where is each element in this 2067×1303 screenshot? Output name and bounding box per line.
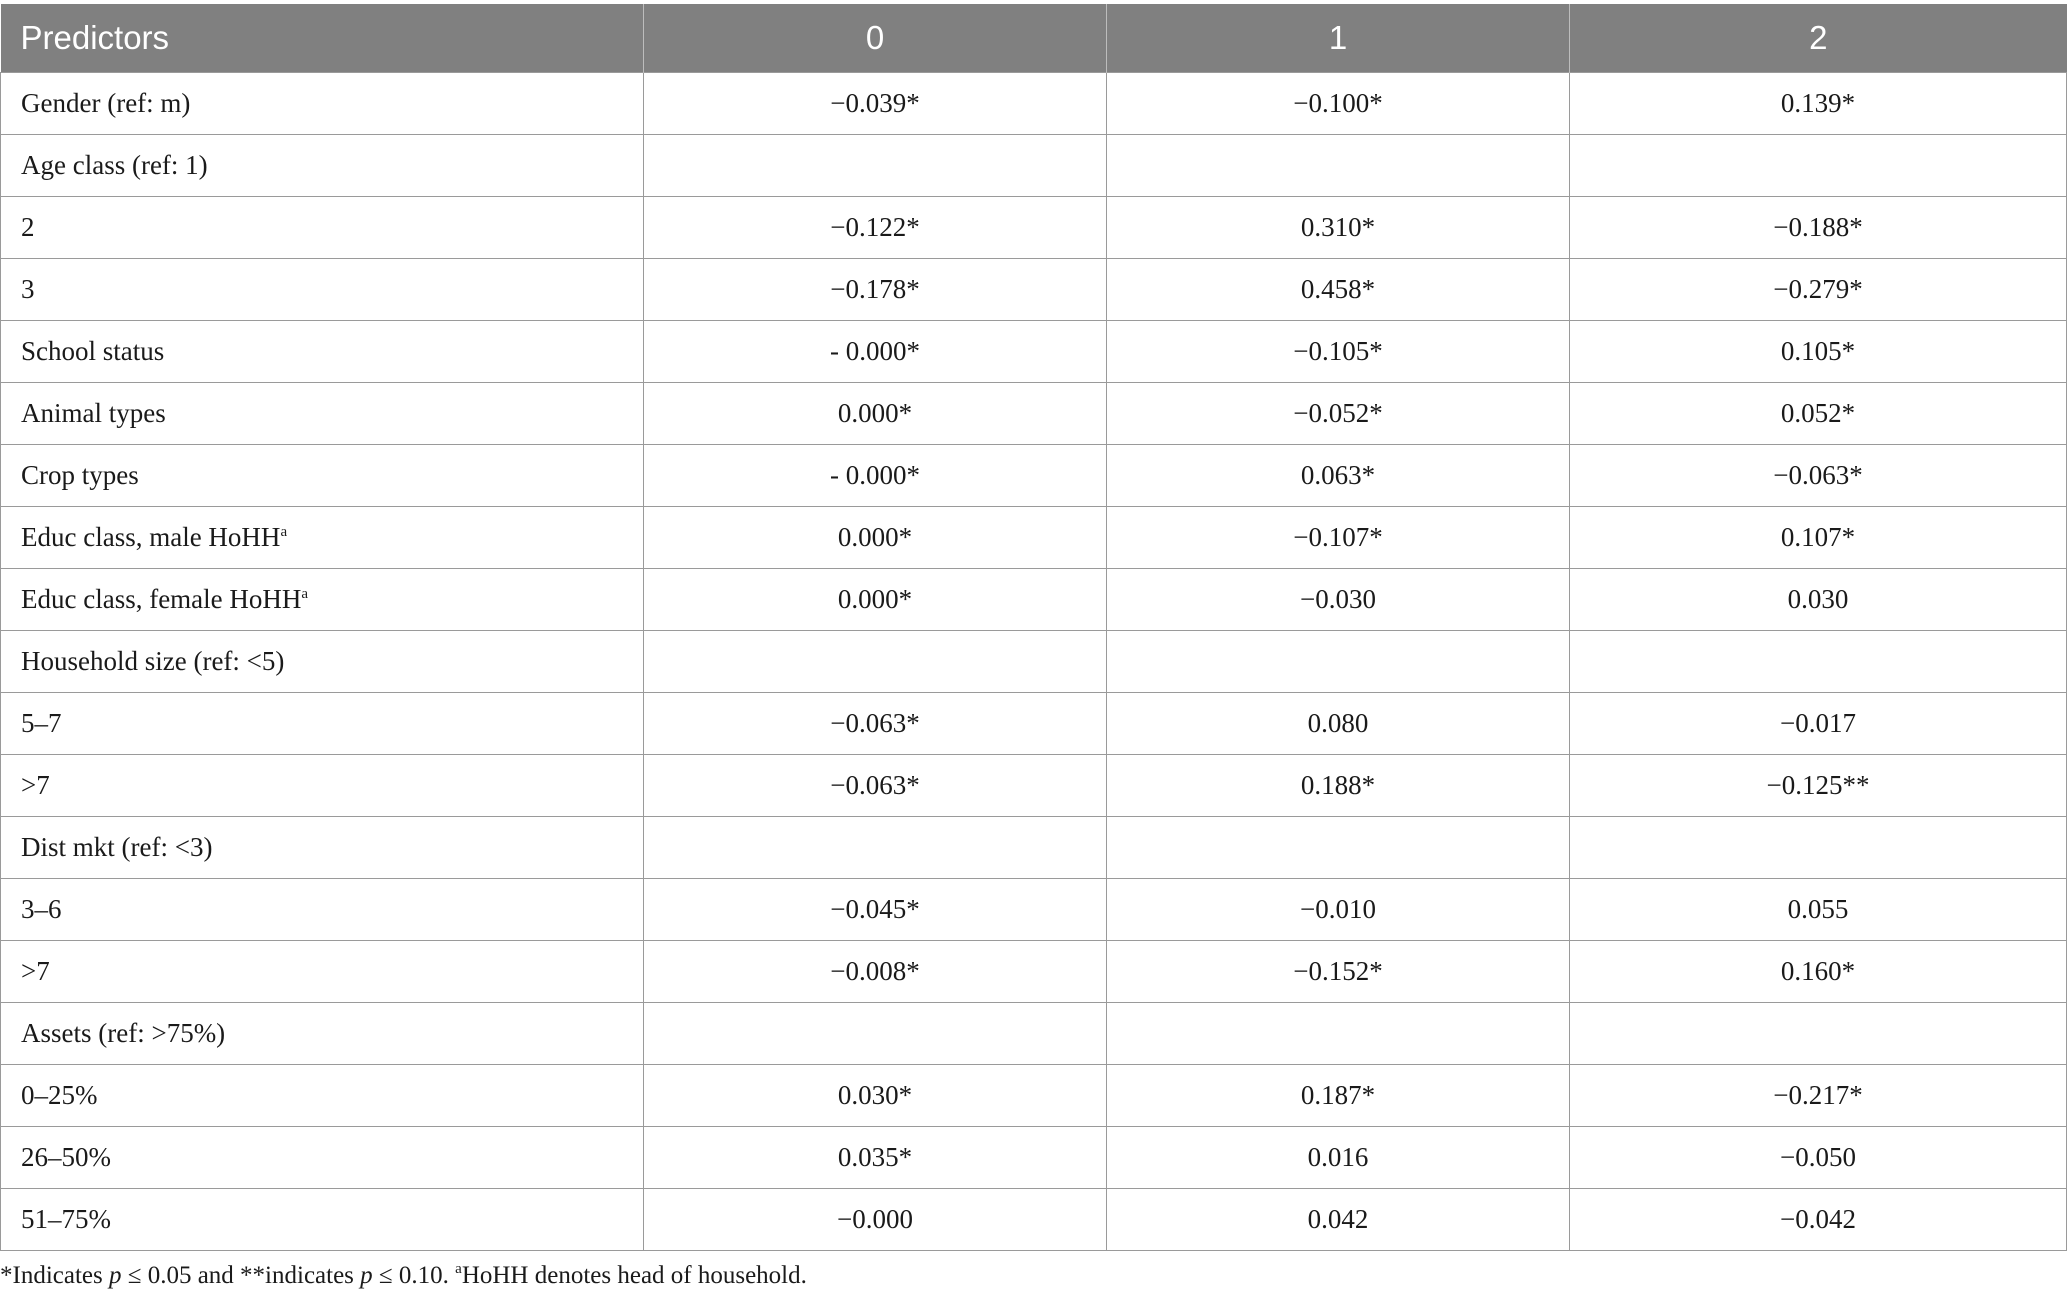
row-label: Educ class, female HoHH$^a$ [1,569,644,631]
table-container [0,4,2067,1251]
table-row [1,259,2067,321]
cell-2: 0.107* [1570,507,2067,569]
row-label: 2 [1,197,644,259]
cell-0: - 0.000* [644,321,1107,383]
cell-1: 0.310* [1107,197,1570,259]
cell-0: −0.008* [644,941,1107,1003]
row-label: Age class (ref: 1) [1,135,644,197]
header-0: 0 [644,4,1107,73]
table-row [1,631,2067,693]
header-row [1,4,2067,73]
cell-1 [1107,1003,1570,1065]
row-label: Household size (ref: <5) [1,631,644,693]
row-label: Animal types [1,383,644,445]
row-label: 51–75% [1,1189,644,1251]
cell-0 [644,1003,1107,1065]
cell-2: −0.050 [1570,1127,2067,1189]
table-row [1,941,2067,1003]
table-row [1,817,2067,879]
cell-1 [1107,817,1570,879]
cell-0: −0.122* [644,197,1107,259]
cell-2: −0.042 [1570,1189,2067,1251]
row-label: Gender (ref: m) [1,73,644,135]
cell-1: −0.030 [1107,569,1570,631]
cell-0 [644,631,1107,693]
cell-2 [1570,631,2067,693]
cell-2: −0.017 [1570,693,2067,755]
table-row [1,383,2067,445]
cell-2: −0.125** [1570,755,2067,817]
cell-2 [1570,135,2067,197]
cell-1: 0.080 [1107,693,1570,755]
row-label: 3–6 [1,879,644,941]
cell-1: 0.042 [1107,1189,1570,1251]
row-label: Crop types [1,445,644,507]
table-row [1,135,2067,197]
row-label: 0–25% [1,1065,644,1127]
row-label: Assets (ref: >75%) [1,1003,644,1065]
cell-0: 0.035* [644,1127,1107,1189]
table-row [1,1065,2067,1127]
cell-0: 0.000* [644,569,1107,631]
cell-1: −0.052* [1107,383,1570,445]
cell-2: 0.139* [1570,73,2067,135]
cell-1: −0.100* [1107,73,1570,135]
cell-2: 0.030 [1570,569,2067,631]
cell-1 [1107,631,1570,693]
header-1: 1 [1107,4,1570,73]
table-row [1,73,2067,135]
cell-2: −0.217* [1570,1065,2067,1127]
table-body [1,73,2067,1251]
cell-2: −0.063* [1570,445,2067,507]
cell-0: 0.000* [644,507,1107,569]
row-label: Educ class, male HoHH$^a$ [1,507,644,569]
row-label: School status [1,321,644,383]
table-row [1,1127,2067,1189]
cell-0: −0.178* [644,259,1107,321]
predictors-table [0,4,2067,1251]
cell-1: −0.105* [1107,321,1570,383]
cell-0: 0.030* [644,1065,1107,1127]
cell-1: 0.016 [1107,1127,1570,1189]
cell-0: −0.045* [644,879,1107,941]
cell-2: 0.160* [1570,941,2067,1003]
table-row [1,1003,2067,1065]
table-footnote: *Indicates p ≤ 0.05 and **indicates p ≤ 0.10. $^a$HoHH denotes head of household. [0,1261,807,1289]
row-label: Dist mkt (ref: <3) [1,817,644,879]
table-row [1,1189,2067,1251]
cell-0: −0.063* [644,693,1107,755]
table-row [1,693,2067,755]
row-label: 5–7 [1,693,644,755]
table-row [1,197,2067,259]
table-row [1,879,2067,941]
cell-0 [644,135,1107,197]
row-label: 26–50% [1,1127,644,1189]
cell-1 [1107,135,1570,197]
cell-0 [644,817,1107,879]
cell-1: 0.188* [1107,755,1570,817]
cell-2: 0.105* [1570,321,2067,383]
cell-0: 0.000* [644,383,1107,445]
cell-1: 0.187* [1107,1065,1570,1127]
table-row [1,569,2067,631]
cell-1: −0.152* [1107,941,1570,1003]
cell-1: 0.063* [1107,445,1570,507]
cell-2: −0.279* [1570,259,2067,321]
table-row [1,321,2067,383]
cell-2 [1570,817,2067,879]
row-label: >7 [1,755,644,817]
table-row [1,445,2067,507]
cell-1: −0.010 [1107,879,1570,941]
row-label: >7 [1,941,644,1003]
cell-0: −0.039* [644,73,1107,135]
table-header [1,4,2067,73]
cell-1: −0.107* [1107,507,1570,569]
row-label: 3 [1,259,644,321]
cell-1: 0.458* [1107,259,1570,321]
cell-2: −0.188* [1570,197,2067,259]
cell-2: 0.055 [1570,879,2067,941]
cell-0: −0.063* [644,755,1107,817]
cell-2: 0.052* [1570,383,2067,445]
table-row [1,507,2067,569]
header-predictors: Predictors [1,4,644,73]
cell-0: −0.000 [644,1189,1107,1251]
cell-2 [1570,1003,2067,1065]
header-2: 2 [1570,4,2067,73]
cell-0: - 0.000* [644,445,1107,507]
table-row [1,755,2067,817]
